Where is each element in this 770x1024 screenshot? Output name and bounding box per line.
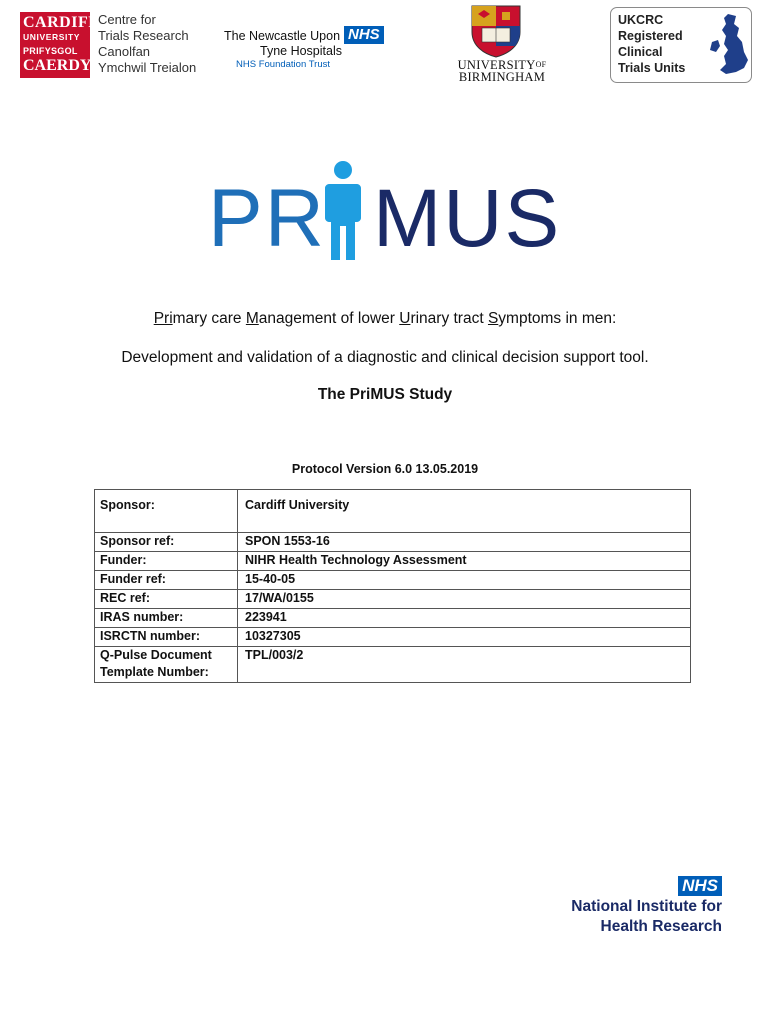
- table-rows: [95, 533, 690, 682]
- nhs-badge: NHS: [344, 26, 384, 44]
- title-underlined-letters: Pri: [153, 310, 173, 327]
- row-label: Funder:: [100, 553, 147, 567]
- cardiff-box-line3: PRIFYSGOL: [23, 46, 78, 56]
- newcastle-line1: The Newcastle Upon: [224, 29, 341, 43]
- study-info-table: [94, 489, 691, 683]
- row-label: REC ref:: [100, 591, 151, 605]
- cardiff-box-line2: UNIVERSITY: [23, 32, 81, 42]
- birmingham-line2: BIRMINGHAM: [458, 70, 546, 84]
- ukcrc-line2: Registered: [618, 29, 683, 43]
- title-text-part: rinary tract: [410, 310, 488, 327]
- study-short-title: The PriMUS Study: [317, 386, 453, 403]
- newcastle-hospitals-logo: [224, 24, 392, 70]
- birmingham-wordmark: [452, 59, 552, 83]
- birmingham-crest-icon: [468, 4, 524, 58]
- table-row: [95, 628, 690, 647]
- table-row: [95, 533, 690, 552]
- birmingham-of: OF: [535, 60, 547, 69]
- row-value: 223941: [237, 609, 690, 627]
- primus-logo-right: MUS: [373, 173, 562, 264]
- row-label: ISRCTN number:: [100, 629, 200, 643]
- title-text-part: ymptoms in men:: [498, 310, 617, 327]
- table-row: [95, 590, 690, 609]
- row-value: SPON 1553-16: [237, 533, 690, 551]
- title-underlined-letters: U: [399, 310, 411, 327]
- newcastle-line2: Tyne Hospitals: [260, 44, 342, 58]
- primus-logo-left: PR: [208, 173, 326, 264]
- person-icon: [321, 160, 365, 262]
- title-text-part: mary care: [172, 310, 246, 327]
- uk-map-icon: [706, 12, 750, 78]
- title-underlined-letters: S: [487, 310, 499, 327]
- study-full-title: [0, 310, 770, 328]
- ukcrc-text: [618, 12, 685, 76]
- row-label: Funder ref:: [100, 572, 166, 586]
- protocol-version: Protocol Version 6.0 13.05.2019: [291, 462, 479, 476]
- row-label: Sponsor ref:: [100, 534, 175, 548]
- ctr-line2: Trials Research: [98, 28, 189, 43]
- ukcrc-line4: Trials Units: [618, 61, 686, 75]
- ctr-logo-text: [98, 12, 196, 76]
- ctr-line1: Centre for: [98, 12, 156, 27]
- table-row: [95, 571, 690, 590]
- sponsor-value: Cardiff University: [237, 490, 690, 532]
- ctr-line3: Canolfan: [98, 44, 151, 59]
- row-value: TPL/003/2: [237, 647, 690, 682]
- row-value: 15-40-05: [237, 571, 690, 589]
- ukcrc-logo: [610, 7, 752, 83]
- title-underlined-letters: M: [245, 310, 259, 327]
- cardiff-ctr-logo: [20, 12, 200, 78]
- cardiff-box-line4: CAERDYD: [23, 57, 103, 74]
- row-value: NIHR Health Technology Assessment: [237, 552, 690, 570]
- ukcrc-line3: Clinical: [618, 45, 663, 59]
- nihr-line2: Health Research: [600, 918, 722, 935]
- table-row-sponsor: [95, 490, 690, 533]
- primus-logo: [208, 160, 578, 270]
- cardiff-box-line1: CARDIFF: [23, 14, 99, 31]
- nihr-nhs-badge: NHS: [678, 876, 722, 896]
- nihr-logo: [548, 876, 728, 940]
- table-row: [95, 609, 690, 628]
- table-row: [95, 647, 690, 682]
- ukcrc-line1: UKCRC: [618, 13, 664, 27]
- row-value: 10327305: [237, 628, 690, 646]
- title-text-part: anagement of lower: [258, 310, 400, 327]
- row-label: Q-Pulse Document Template Number:: [100, 648, 212, 679]
- nihr-line1: National Institute for: [571, 898, 722, 915]
- birmingham-logo: [452, 4, 546, 88]
- ctr-line4: Ymchwil Treialon: [98, 60, 197, 75]
- cardiff-university-logo: [20, 12, 103, 78]
- row-value: 17/WA/0155: [237, 590, 690, 608]
- birmingham-line1: UNIVERSITY: [457, 58, 536, 72]
- table-row: [95, 552, 690, 571]
- newcastle-trust: NHS Foundation Trust: [236, 59, 330, 70]
- sponsor-label: Sponsor:: [100, 498, 155, 512]
- row-label: IRAS number:: [100, 610, 184, 624]
- study-subtitle: Development and validation of a diagnostic and clinical decision support tool.: [121, 349, 649, 366]
